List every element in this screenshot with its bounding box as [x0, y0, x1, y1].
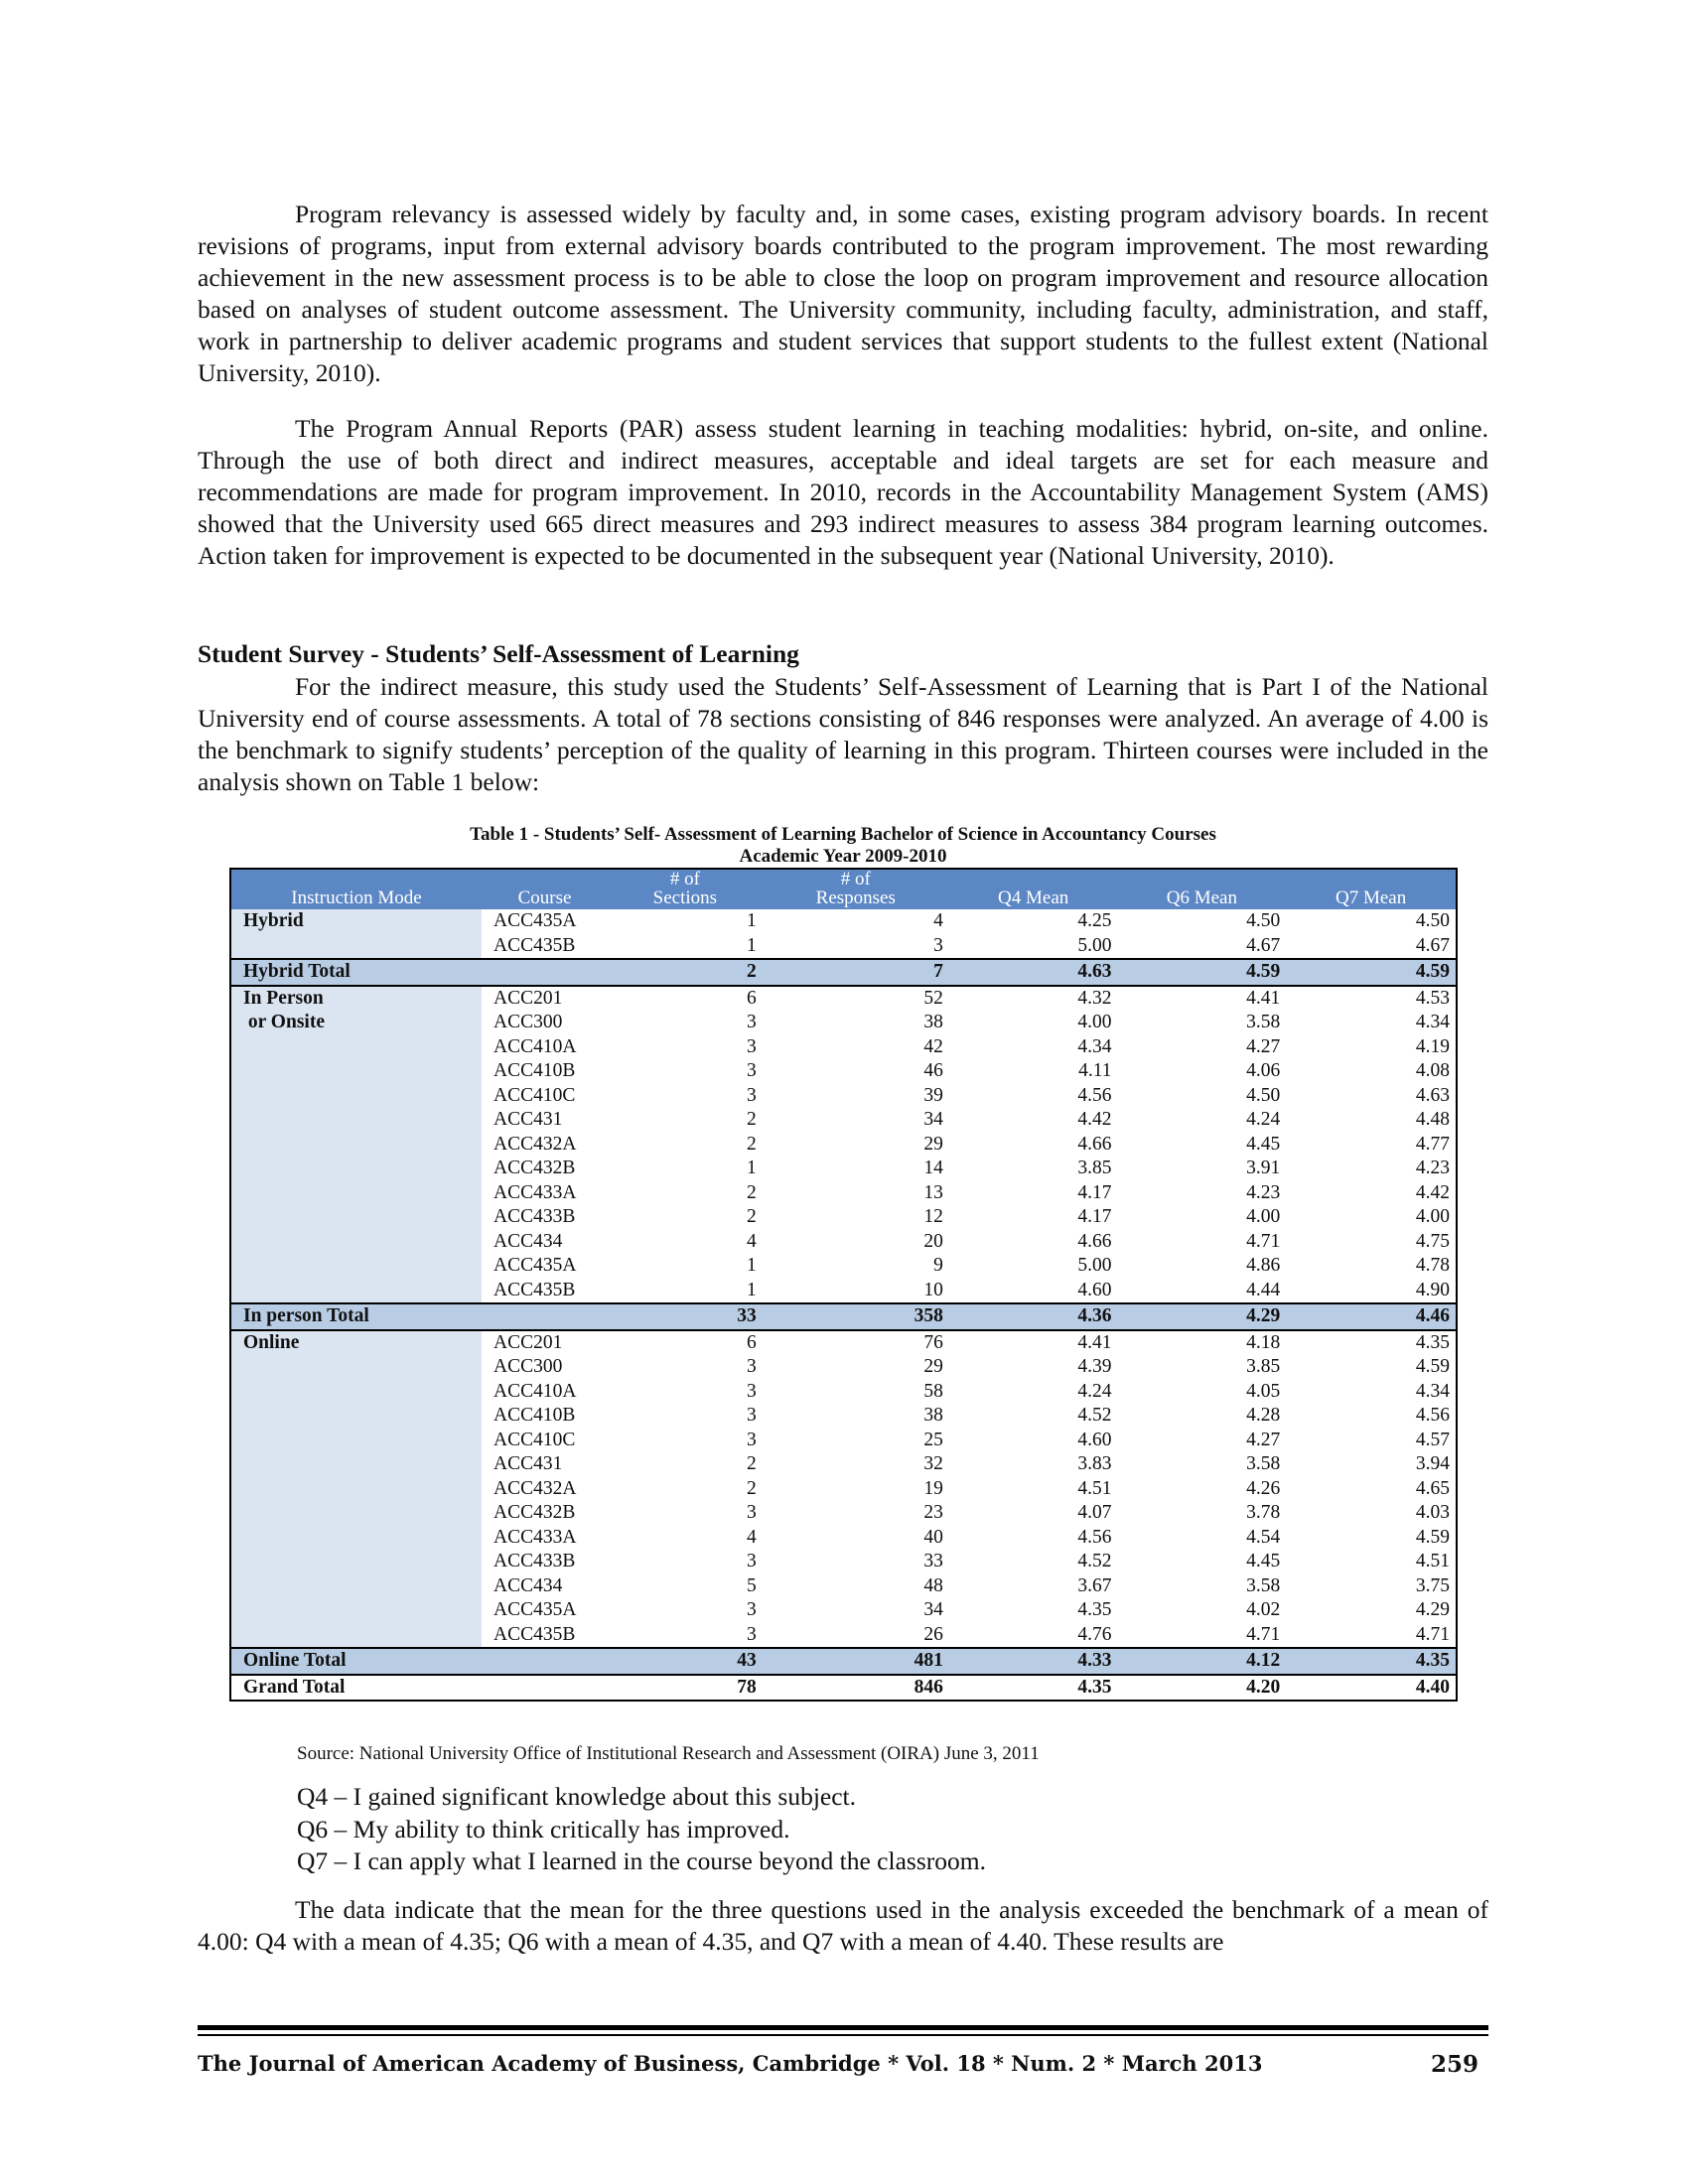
group-total-value: 4.59 — [1118, 959, 1287, 986]
q4-mean-cell: 4.52 — [1077, 1405, 1112, 1426]
course-cell: ACC410C — [493, 1084, 576, 1106]
q4-mean-cell: 4.60 — [1077, 1429, 1112, 1450]
q7-mean-cell: 4.50 — [1415, 910, 1450, 931]
course-cell: ACC431 — [493, 1109, 563, 1130]
question-definitions — [297, 1781, 986, 1878]
q7-mean-cell: 4.23 — [1415, 1158, 1450, 1178]
q4-mean-cell: 4.51 — [1077, 1477, 1112, 1499]
paragraph-1: Program relevancy is assessed widely by faculty and, in some cases, existing program advisory boards. In recent revisions of programs, input from external advisory boards contributed to the program improvement. The most rewarding achievement in the new assessment process is to be able to close the loop on program improvement and resource allocation based on analyses of student outcome assessment. The University community, including faculty, administration, and staff, work in partnership to deliver academic programs and student services that support students to the fullest extent (National University, 2010). — [198, 200, 1488, 387]
course-cell: ACC432A — [493, 1133, 577, 1155]
q6-mean-cell: 3.85 — [1246, 1356, 1281, 1377]
q7-mean-cell: 4.19 — [1415, 1035, 1450, 1057]
group-total-value: 4.59 — [1286, 959, 1457, 986]
responses-cell: 34 — [923, 1109, 943, 1130]
responses-cell: 29 — [923, 1356, 943, 1377]
q4-mean-cell: 4.25 — [1077, 910, 1112, 931]
sections-cell: 3 — [747, 1356, 757, 1377]
q7-mean-cell: 4.56 — [1415, 1405, 1450, 1426]
header-sections-top: # of — [669, 869, 700, 889]
grand-total-value: 846 — [763, 1675, 949, 1702]
q6-mean-cell: 4.71 — [1246, 1623, 1281, 1645]
q7-mean-cell: 4.03 — [1415, 1502, 1450, 1523]
footer-journal-citation: The Journal of American Academy of Business, Cambridge * Vol. 18 * Num. 2 * March 2013 — [198, 2051, 1263, 2076]
course-cell: ACC433B — [493, 1206, 576, 1227]
q6-mean-cell: 3.58 — [1246, 1012, 1281, 1032]
header-course: Course — [482, 869, 608, 909]
sections-cell: 3 — [747, 1035, 757, 1057]
responses-cell: 26 — [923, 1623, 943, 1645]
q6-mean-cell: 4.27 — [1246, 1035, 1281, 1057]
sections-cell: 2 — [747, 1109, 757, 1130]
table-row — [230, 986, 1457, 1012]
responses-cell: 58 — [923, 1380, 943, 1402]
group-total-empty-course — [482, 959, 608, 986]
q6-mean-cell: 4.23 — [1246, 1181, 1281, 1203]
paragraph-4: The data indicate that the mean for the three questions used in the analysis exceeded the benchmark of a mean of 4.00: Q4 with a mean of 4.35; Q6 with a mean of 4.35, and Q7 with a mean of 4.40. These results are — [198, 1895, 1488, 1956]
q6-mean-cell: 4.45 — [1246, 1133, 1281, 1155]
responses-cell: 40 — [923, 1526, 943, 1548]
table-caption-line2: Academic Year 2009-2010 — [739, 846, 947, 867]
responses-cell: 29 — [923, 1133, 943, 1155]
q4-mean-cell: 4.56 — [1077, 1526, 1112, 1548]
q4-mean-cell: 4.56 — [1077, 1084, 1112, 1106]
sections-cell: 3 — [747, 1502, 757, 1523]
header-responses-bottom: Responses — [815, 887, 896, 908]
sections-cell: 3 — [747, 1551, 757, 1571]
course-cell: ACC435B — [493, 934, 576, 956]
responses-cell: 34 — [923, 1599, 943, 1620]
q4-mean-cell: 4.60 — [1077, 1279, 1112, 1300]
table-body — [230, 909, 1457, 1701]
sections-cell: 2 — [747, 1206, 757, 1227]
q6-mean-cell: 4.26 — [1246, 1477, 1281, 1499]
q4-mean-cell: 4.52 — [1077, 1551, 1112, 1571]
q7-mean-cell: 4.34 — [1415, 1380, 1450, 1402]
q4-mean-cell: 4.24 — [1077, 1380, 1112, 1402]
q7-mean-cell: 4.08 — [1415, 1060, 1450, 1081]
group-total-value: 4.33 — [949, 1648, 1118, 1675]
responses-cell: 76 — [923, 1331, 943, 1353]
table-row — [230, 909, 1457, 934]
q4-mean-cell: 5.00 — [1077, 934, 1112, 956]
responses-cell: 3 — [933, 934, 943, 956]
table-row — [230, 1330, 1457, 1356]
paragraph-3: For the indirect measure, this study used the Students’ Self-Assessment of Learning that is Part I of the National University end of course assessments. A total of 78 sections consisting of 846 responses were analyzed. An average of 4.00 is the benchmark to signify students’ perception of the quality of learning in this program. Thirteen courses were included in the analysis shown on Table 1 below: — [198, 672, 1488, 796]
course-cell: ACC410B — [493, 1060, 576, 1081]
group-total-value: 4.29 — [1118, 1303, 1287, 1330]
q6-mean-cell: 4.06 — [1246, 1060, 1281, 1081]
responses-cell: 38 — [923, 1012, 943, 1032]
course-cell: ACC201 — [493, 987, 563, 1009]
course-cell: ACC433A — [493, 1181, 577, 1203]
q7-mean-cell: 4.57 — [1415, 1429, 1450, 1450]
group-total-value: 4.36 — [949, 1303, 1118, 1330]
responses-cell: 14 — [923, 1158, 943, 1178]
q6-mean-cell: 4.54 — [1246, 1526, 1281, 1548]
group-total-row — [230, 959, 1457, 986]
sections-cell: 3 — [747, 1060, 757, 1081]
q6-mean-cell: 4.50 — [1246, 910, 1281, 931]
sections-cell: 3 — [747, 1084, 757, 1106]
q6-mean-cell: 4.45 — [1246, 1551, 1281, 1571]
sections-cell: 2 — [747, 1453, 757, 1474]
q7-mean-cell: 4.00 — [1415, 1206, 1450, 1227]
results-table — [229, 868, 1458, 1702]
q6-mean-cell: 3.58 — [1246, 1453, 1281, 1474]
grand-total-row — [230, 1675, 1457, 1702]
grand-total-value: 4.35 — [949, 1675, 1118, 1702]
group-total-label: In person Total — [230, 1303, 482, 1330]
q6-mean-cell: 4.24 — [1246, 1109, 1281, 1130]
q7-mean-cell: 4.35 — [1415, 1331, 1450, 1353]
q7-mean-cell: 4.77 — [1415, 1133, 1450, 1155]
sections-cell: 2 — [747, 1477, 757, 1499]
q7-mean-cell: 4.65 — [1415, 1477, 1450, 1499]
q6-mean-cell: 4.27 — [1246, 1429, 1281, 1450]
responses-cell: 12 — [923, 1206, 943, 1227]
grand-total-label: Grand Total — [230, 1675, 482, 1702]
q7-mean-cell: 4.90 — [1415, 1279, 1450, 1300]
q7-mean-cell: 4.63 — [1415, 1084, 1450, 1106]
sections-cell: 4 — [747, 1230, 757, 1252]
table-caption — [198, 824, 1488, 868]
responses-cell: 9 — [933, 1255, 943, 1276]
q7-mean-cell: 3.75 — [1415, 1574, 1450, 1596]
group-total-empty-course — [482, 1648, 608, 1675]
sections-cell: 3 — [747, 1623, 757, 1645]
q7-mean-cell: 4.59 — [1415, 1526, 1450, 1548]
q6-mean-cell: 4.44 — [1246, 1279, 1281, 1300]
grand-total-value: 4.20 — [1118, 1675, 1287, 1702]
responses-cell: 19 — [923, 1477, 943, 1499]
q7-mean-cell: 4.75 — [1415, 1230, 1450, 1252]
responses-cell: 48 — [923, 1574, 943, 1596]
header-sections — [608, 869, 763, 909]
definition-q6: Q6 – My ability to think critically has improved. — [297, 1814, 790, 1843]
definition-q4: Q4 – I gained significant knowledge about this subject. — [297, 1782, 857, 1811]
q4-mean-cell: 4.35 — [1077, 1599, 1112, 1620]
q6-mean-cell: 4.67 — [1246, 934, 1281, 956]
q6-mean-cell: 4.00 — [1246, 1206, 1281, 1227]
group-total-empty-course — [482, 1303, 608, 1330]
section-heading: Student Survey - Students’ Self-Assessment of Learning — [198, 639, 799, 668]
q4-mean-cell: 4.00 — [1077, 1012, 1112, 1032]
group-total-label: Online Total — [230, 1648, 482, 1675]
q7-mean-cell: 3.94 — [1415, 1453, 1450, 1474]
q4-mean-cell: 4.39 — [1077, 1356, 1112, 1377]
course-cell: ACC432A — [493, 1477, 577, 1499]
table-caption-line1: Table 1 - Students’ Self- Assessment of Learning Bachelor of Science in Accountancy Courses — [470, 824, 1216, 845]
q4-mean-cell: 4.66 — [1077, 1230, 1112, 1252]
responses-cell: 42 — [923, 1035, 943, 1057]
q7-mean-cell: 4.34 — [1415, 1012, 1450, 1032]
definition-q7: Q7 – I can apply what I learned in the course beyond the classroom. — [297, 1846, 986, 1875]
q4-mean-cell: 4.34 — [1077, 1035, 1112, 1057]
q7-mean-cell: 4.59 — [1415, 1356, 1450, 1377]
q4-mean-cell: 3.83 — [1077, 1453, 1112, 1474]
q4-mean-cell: 4.07 — [1077, 1502, 1112, 1523]
group-total-value: 4.63 — [949, 959, 1118, 986]
q4-mean-cell: 4.41 — [1077, 1331, 1112, 1353]
course-cell: ACC300 — [493, 1012, 563, 1032]
responses-cell: 23 — [923, 1502, 943, 1523]
group-total-value: 33 — [608, 1303, 763, 1330]
course-cell: ACC410A — [493, 1035, 577, 1057]
q6-mean-cell: 4.05 — [1246, 1380, 1281, 1402]
responses-cell: 4 — [933, 910, 943, 931]
course-cell: ACC433A — [493, 1526, 577, 1548]
course-cell: ACC410C — [493, 1429, 576, 1450]
course-cell: ACC433B — [493, 1551, 576, 1571]
sections-cell: 2 — [747, 1181, 757, 1203]
group-total-value: 43 — [608, 1648, 763, 1675]
responses-cell: 33 — [923, 1551, 943, 1571]
q6-mean-cell: 3.58 — [1246, 1574, 1281, 1596]
q7-mean-cell: 4.42 — [1415, 1181, 1450, 1203]
responses-cell: 52 — [923, 987, 943, 1009]
q4-mean-cell: 3.85 — [1077, 1158, 1112, 1178]
instruction-mode-cell: Online — [230, 1330, 482, 1649]
q6-mean-cell: 4.02 — [1246, 1599, 1281, 1620]
q7-mean-cell: 4.48 — [1415, 1109, 1450, 1130]
course-cell: ACC410B — [493, 1405, 576, 1426]
grand-total-value: 78 — [608, 1675, 763, 1702]
group-total-value: 7 — [763, 959, 949, 986]
sections-cell: 3 — [747, 1405, 757, 1426]
header-q7-mean: Q7 Mean — [1286, 869, 1457, 909]
course-cell: ACC435A — [493, 910, 577, 931]
group-total-row — [230, 1648, 1457, 1675]
q4-mean-cell: 4.17 — [1077, 1206, 1112, 1227]
q4-mean-cell: 5.00 — [1077, 1255, 1112, 1276]
course-cell: ACC432B — [493, 1158, 576, 1178]
course-cell: ACC201 — [493, 1331, 563, 1353]
q4-mean-cell: 4.17 — [1077, 1181, 1112, 1203]
sections-cell: 4 — [747, 1526, 757, 1548]
course-cell: ACC435B — [493, 1623, 576, 1645]
q4-mean-cell: 4.11 — [1078, 1060, 1112, 1081]
course-cell: ACC410A — [493, 1380, 577, 1402]
q7-mean-cell: 4.53 — [1415, 987, 1450, 1009]
responses-cell: 46 — [923, 1060, 943, 1081]
course-cell: ACC435B — [493, 1279, 576, 1300]
sections-cell: 3 — [747, 1380, 757, 1402]
group-total-value: 481 — [763, 1648, 949, 1675]
q6-mean-cell: 4.18 — [1246, 1331, 1281, 1353]
q6-mean-cell: 4.41 — [1246, 987, 1281, 1009]
q4-mean-cell: 4.32 — [1077, 987, 1112, 1009]
q7-mean-cell: 4.51 — [1415, 1551, 1450, 1571]
group-total-value: 2 — [608, 959, 763, 986]
course-cell: ACC434 — [493, 1230, 563, 1252]
sections-cell: 1 — [747, 910, 757, 931]
footer-rule-thick — [198, 2025, 1488, 2030]
table-source: Source: National University Office of Institutional Research and Assessment (OIRA) June 3, 2011 — [297, 1743, 1040, 1764]
paragraph-2: The Program Annual Reports (PAR) assess student learning in teaching modalities: hybrid, on-site, and online. Through the use of both direct and indirect measures, acceptable and ideal targets are set for each measure and recommendations are made for program improvement. In 2010, records in the Accountability Management System (AMS) showed that the University used 665 direct measures and 293 indirect measures to assess 384 program learning outcomes. Action taken for improvement is expected to be documented in the subsequent year (National University, 2010). — [198, 414, 1488, 570]
sections-cell: 2 — [747, 1133, 757, 1155]
responses-cell: 25 — [923, 1429, 943, 1450]
course-cell: ACC435A — [493, 1599, 577, 1620]
q6-mean-cell: 4.86 — [1246, 1255, 1281, 1276]
q6-mean-cell: 4.71 — [1246, 1230, 1281, 1252]
group-total-label: Hybrid Total — [230, 959, 482, 986]
header-responses — [763, 869, 949, 909]
group-total-row — [230, 1303, 1457, 1330]
table-header-row — [230, 869, 1457, 909]
course-cell: ACC431 — [493, 1453, 563, 1474]
instruction-mode-cell: Hybrid — [230, 909, 482, 959]
grand-total-value: 4.40 — [1286, 1675, 1457, 1702]
responses-cell: 10 — [923, 1279, 943, 1300]
group-total-value: 4.35 — [1286, 1648, 1457, 1675]
course-cell: ACC432B — [493, 1502, 576, 1523]
q7-mean-cell: 4.67 — [1415, 934, 1450, 956]
responses-cell: 38 — [923, 1405, 943, 1426]
q7-mean-cell: 4.29 — [1415, 1599, 1450, 1620]
q7-mean-cell: 4.78 — [1415, 1255, 1450, 1276]
sections-cell: 1 — [747, 1158, 757, 1178]
q4-mean-cell: 3.67 — [1077, 1574, 1112, 1596]
sections-cell: 3 — [747, 1429, 757, 1450]
sections-cell: 6 — [747, 1331, 757, 1353]
grand-total-empty-course — [482, 1675, 608, 1702]
q7-mean-cell: 4.71 — [1415, 1623, 1450, 1645]
instruction-mode-cell: In Person or Onsite — [230, 986, 482, 1304]
header-sections-bottom: Sections — [652, 887, 718, 908]
q6-mean-cell: 3.78 — [1246, 1502, 1281, 1523]
sections-cell: 3 — [747, 1012, 757, 1032]
page-number: 259 — [1430, 2051, 1478, 2078]
sections-cell: 1 — [747, 1255, 757, 1276]
header-q6-mean: Q6 Mean — [1118, 869, 1287, 909]
course-cell: ACC434 — [493, 1574, 563, 1596]
sections-cell: 1 — [747, 934, 757, 956]
sections-cell: 6 — [747, 987, 757, 1009]
header-instruction-mode: Instruction Mode — [230, 869, 482, 909]
responses-cell: 20 — [923, 1230, 943, 1252]
group-total-value: 4.12 — [1118, 1648, 1287, 1675]
group-total-value: 358 — [763, 1303, 949, 1330]
q4-mean-cell: 4.76 — [1077, 1623, 1112, 1645]
q4-mean-cell: 4.66 — [1077, 1133, 1112, 1155]
footer-rule-thin — [198, 2034, 1488, 2036]
group-total-value: 4.46 — [1286, 1303, 1457, 1330]
responses-cell: 13 — [923, 1181, 943, 1203]
header-q4-mean: Q4 Mean — [949, 869, 1118, 909]
sections-cell: 1 — [747, 1279, 757, 1300]
responses-cell: 32 — [923, 1453, 943, 1474]
q6-mean-cell: 4.28 — [1246, 1405, 1281, 1426]
q6-mean-cell: 4.50 — [1246, 1084, 1281, 1106]
results-table-wrapper — [229, 868, 1458, 1702]
q6-mean-cell: 3.91 — [1246, 1158, 1281, 1178]
course-cell: ACC435A — [493, 1255, 577, 1276]
sections-cell: 5 — [747, 1574, 757, 1596]
header-responses-top: # of — [840, 869, 871, 889]
sections-cell: 3 — [747, 1599, 757, 1620]
responses-cell: 39 — [923, 1084, 943, 1106]
q4-mean-cell: 4.42 — [1077, 1109, 1112, 1130]
course-cell: ACC300 — [493, 1356, 563, 1377]
